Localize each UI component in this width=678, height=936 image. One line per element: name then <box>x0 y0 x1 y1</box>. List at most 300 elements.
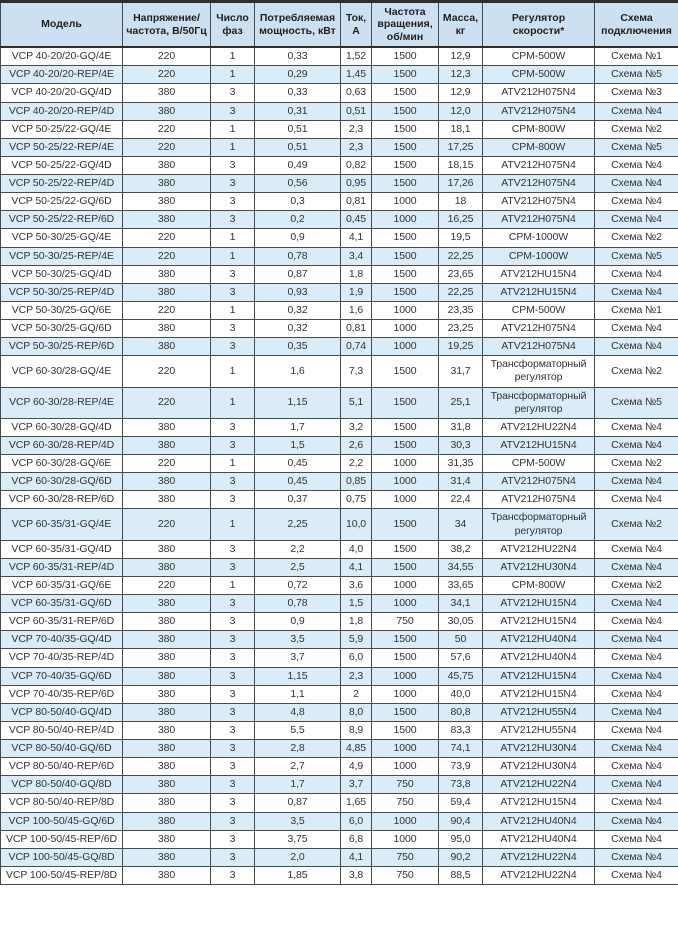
table-cell: VCP 50-30/25-GQ/4D <box>1 265 123 283</box>
table-cell: 3,4 <box>341 247 372 265</box>
table-cell: 12,9 <box>439 47 483 66</box>
table-cell: 750 <box>372 866 439 884</box>
table-cell: 380 <box>123 211 211 229</box>
table-row <box>1 84 678 102</box>
table-cell: ATV212HU15N4 <box>483 595 595 613</box>
table-row <box>1 631 678 649</box>
table-cell: VCP 100-50/45-GQ/8D <box>1 848 123 866</box>
table-row <box>1 776 678 794</box>
table-cell: CPM-800W <box>483 576 595 594</box>
table-cell: 0,45 <box>255 455 341 473</box>
table-cell: 0,63 <box>341 84 372 102</box>
table-cell: CPM-500W <box>483 301 595 319</box>
table-cell: 0,81 <box>341 193 372 211</box>
table-cell: 10,0 <box>341 509 372 540</box>
table-cell: VCP 80-50/40-REP/4D <box>1 721 123 739</box>
table-cell: 2,25 <box>255 509 341 540</box>
table-cell: ATV212H075N4 <box>483 491 595 509</box>
table-cell: 3 <box>211 193 255 211</box>
table-cell: VCP 50-25/22-GQ/4D <box>1 156 123 174</box>
table-cell: 1,8 <box>341 265 372 283</box>
table-cell: 3 <box>211 436 255 454</box>
table-cell: 1500 <box>372 66 439 84</box>
table-row <box>1 175 678 193</box>
table-cell: 1 <box>211 356 255 387</box>
table-cell: 5,9 <box>341 631 372 649</box>
table-cell: Схема №4 <box>595 436 678 454</box>
table-row <box>1 649 678 667</box>
table-cell: 23,65 <box>439 265 483 283</box>
table-cell: 3,2 <box>341 418 372 436</box>
table-cell: 0,93 <box>255 283 341 301</box>
table-cell: 83,3 <box>439 721 483 739</box>
table-cell: VCP 50-30/25-GQ/6E <box>1 301 123 319</box>
table-cell: 22,25 <box>439 283 483 301</box>
table-cell: 1,45 <box>341 66 372 84</box>
table-cell: VCP 50-30/25-GQ/6D <box>1 320 123 338</box>
table-row <box>1 102 678 120</box>
table-cell: Схема №1 <box>595 47 678 66</box>
table-row <box>1 595 678 613</box>
table-cell: 2,8 <box>255 740 341 758</box>
table-cell: ATV212HU22N4 <box>483 866 595 884</box>
table-cell: 1,6 <box>341 301 372 319</box>
table-cell: 220 <box>123 455 211 473</box>
table-cell: ATV212HU22N4 <box>483 776 595 794</box>
table-cell: 57,6 <box>439 649 483 667</box>
table-cell: VCP 80-50/40-REP/6D <box>1 758 123 776</box>
table-cell: 30,3 <box>439 436 483 454</box>
table-cell: 25,1 <box>439 387 483 418</box>
table-cell: 4,0 <box>341 540 372 558</box>
table-cell: VCP 60-35/31-GQ/4E <box>1 509 123 540</box>
table-cell: ATV212H075N4 <box>483 320 595 338</box>
table-cell: Схема №5 <box>595 66 678 84</box>
table-cell: VCP 80-50/40-REP/8D <box>1 794 123 812</box>
table-cell: 73,9 <box>439 758 483 776</box>
table-cell: 1000 <box>372 211 439 229</box>
table-cell: ATV212HU15N4 <box>483 283 595 301</box>
table-cell: 1 <box>211 455 255 473</box>
table-cell: VCP 60-30/28-GQ/4D <box>1 418 123 436</box>
table-cell: 1000 <box>372 812 439 830</box>
table-cell: 3,5 <box>255 812 341 830</box>
table-cell: 1500 <box>372 418 439 436</box>
table-cell: Схема №4 <box>595 631 678 649</box>
table-cell: ATV212H075N4 <box>483 193 595 211</box>
table-cell: 3 <box>211 667 255 685</box>
table-cell: 1000 <box>372 595 439 613</box>
column-header-5: Частота вращения, об/мин <box>372 2 439 48</box>
table-cell: 0,78 <box>255 247 341 265</box>
table-cell: 4,1 <box>341 848 372 866</box>
table-cell: 0,32 <box>255 320 341 338</box>
table-cell: 2,2 <box>341 455 372 473</box>
table-cell: 380 <box>123 84 211 102</box>
table-cell: 1500 <box>372 283 439 301</box>
table-cell: 1500 <box>372 102 439 120</box>
table-row <box>1 685 678 703</box>
table-cell: 0,45 <box>255 473 341 491</box>
table-cell: 3 <box>211 794 255 812</box>
table-cell: Схема №4 <box>595 211 678 229</box>
table-cell: 1500 <box>372 649 439 667</box>
table-cell: 3 <box>211 156 255 174</box>
table-cell: 3 <box>211 758 255 776</box>
table-cell: 31,7 <box>439 356 483 387</box>
table-cell: ATV212HU15N4 <box>483 436 595 454</box>
table-cell: 220 <box>123 576 211 594</box>
table-cell: VCP 50-30/25-REP/4D <box>1 283 123 301</box>
table-cell: 31,4 <box>439 473 483 491</box>
table-cell: 1000 <box>372 685 439 703</box>
table-cell: 2 <box>341 685 372 703</box>
table-cell: 1500 <box>372 156 439 174</box>
table-cell: VCP 60-30/28-REP/6D <box>1 491 123 509</box>
table-cell: 380 <box>123 338 211 356</box>
table-cell: 380 <box>123 721 211 739</box>
table-cell: 0,74 <box>341 338 372 356</box>
table-row <box>1 794 678 812</box>
table-cell: 22,25 <box>439 247 483 265</box>
table-cell: 380 <box>123 102 211 120</box>
table-cell: Схема №1 <box>595 301 678 319</box>
table-row <box>1 387 678 418</box>
table-cell: 1,65 <box>341 794 372 812</box>
table-cell: VCP 50-25/22-GQ/4E <box>1 120 123 138</box>
table-cell: Схема №4 <box>595 175 678 193</box>
table-cell: 1000 <box>372 473 439 491</box>
table-cell: 3 <box>211 848 255 866</box>
table-cell: Схема №4 <box>595 848 678 866</box>
table-cell: 3 <box>211 283 255 301</box>
column-header-8: Схема подключения <box>595 2 678 48</box>
table-cell: VCP 80-50/40-GQ/8D <box>1 776 123 794</box>
table-cell: 380 <box>123 265 211 283</box>
table-cell: 6,8 <box>341 830 372 848</box>
table-cell: 1000 <box>372 667 439 685</box>
table-cell: CPM-800W <box>483 138 595 156</box>
table-cell: Схема №4 <box>595 649 678 667</box>
table-cell: Схема №2 <box>595 576 678 594</box>
table-cell: 2,2 <box>255 540 341 558</box>
table-cell: 380 <box>123 320 211 338</box>
table-row <box>1 265 678 283</box>
table-cell: 73,8 <box>439 776 483 794</box>
table-cell: 3 <box>211 649 255 667</box>
table-cell: 0,87 <box>255 794 341 812</box>
table-cell: 3 <box>211 740 255 758</box>
table-cell: Схема №4 <box>595 830 678 848</box>
table-cell: 1000 <box>372 455 439 473</box>
table-cell: 750 <box>372 848 439 866</box>
table-cell: 2,5 <box>255 558 341 576</box>
table-cell: 23,35 <box>439 301 483 319</box>
table-cell: Схема №2 <box>595 509 678 540</box>
table-cell: 1500 <box>372 540 439 558</box>
table-cell: 380 <box>123 473 211 491</box>
table-cell: 1500 <box>372 721 439 739</box>
table-cell: 380 <box>123 703 211 721</box>
table-cell: ATV212HU22N4 <box>483 418 595 436</box>
table-row <box>1 558 678 576</box>
table-cell: 45,75 <box>439 667 483 685</box>
table-cell: VCP 80-50/40-GQ/4D <box>1 703 123 721</box>
table-cell: 220 <box>123 387 211 418</box>
table-cell: VCP 80-50/40-GQ/6D <box>1 740 123 758</box>
table-cell: 3 <box>211 812 255 830</box>
table-row <box>1 193 678 211</box>
table-row <box>1 540 678 558</box>
table-cell: VCP 70-40/35-REP/6D <box>1 685 123 703</box>
table-row <box>1 455 678 473</box>
table-cell: VCP 60-30/28-GQ/4E <box>1 356 123 387</box>
table-cell: 220 <box>123 66 211 84</box>
table-cell: 380 <box>123 740 211 758</box>
table-cell: 1 <box>211 138 255 156</box>
table-cell: 3,7 <box>341 776 372 794</box>
table-cell: 80,8 <box>439 703 483 721</box>
column-header-0: Модель <box>1 2 123 48</box>
table-cell: 4,1 <box>341 558 372 576</box>
table-cell: 16,25 <box>439 211 483 229</box>
table-row <box>1 848 678 866</box>
table-cell: 3 <box>211 631 255 649</box>
table-cell: VCP 70-40/35-GQ/6D <box>1 667 123 685</box>
table-row <box>1 211 678 229</box>
table-cell: 3 <box>211 540 255 558</box>
table-cell: Схема №3 <box>595 84 678 102</box>
table-cell: 380 <box>123 540 211 558</box>
table-cell: 1500 <box>372 436 439 454</box>
table-cell: ATV212HU40N4 <box>483 812 595 830</box>
table-cell: 750 <box>372 613 439 631</box>
table-cell: 2,6 <box>341 436 372 454</box>
table-cell: 0,32 <box>255 301 341 319</box>
table-cell: 0,45 <box>341 211 372 229</box>
table-cell: 6,0 <box>341 812 372 830</box>
table-cell: 380 <box>123 830 211 848</box>
table-cell: 3 <box>211 491 255 509</box>
table-cell: ATV212H075N4 <box>483 84 595 102</box>
table-cell: VCP 50-25/22-GQ/6D <box>1 193 123 211</box>
table-cell: 0,82 <box>341 156 372 174</box>
table-cell: 0,51 <box>255 120 341 138</box>
table-cell: Схема №4 <box>595 418 678 436</box>
table-cell: 1 <box>211 247 255 265</box>
table-cell: CPM-1000W <box>483 229 595 247</box>
table-cell: 3 <box>211 558 255 576</box>
table-cell: 380 <box>123 848 211 866</box>
table-cell: CPM-500W <box>483 47 595 66</box>
table-cell: 380 <box>123 156 211 174</box>
table-cell: 1,85 <box>255 866 341 884</box>
table-cell: 30,05 <box>439 613 483 631</box>
table-cell: VCP 60-35/31-REP/4D <box>1 558 123 576</box>
table-cell: 380 <box>123 812 211 830</box>
table-row <box>1 473 678 491</box>
column-header-4: Ток, А <box>341 2 372 48</box>
table-cell: 1,1 <box>255 685 341 703</box>
table-cell: Схема №5 <box>595 138 678 156</box>
table-cell: 1000 <box>372 740 439 758</box>
table-cell: VCP 100-50/45-REP/6D <box>1 830 123 848</box>
table-cell: 50 <box>439 631 483 649</box>
table-cell: 2,3 <box>341 667 372 685</box>
header-row <box>1 2 678 48</box>
table-cell: 3,5 <box>255 631 341 649</box>
table-cell: VCP 60-35/31-GQ/6D <box>1 595 123 613</box>
table-cell: 220 <box>123 247 211 265</box>
table-cell: 17,25 <box>439 138 483 156</box>
table-row <box>1 120 678 138</box>
table-cell: Схема №4 <box>595 320 678 338</box>
table-cell: 1,5 <box>255 436 341 454</box>
table-cell: 88,5 <box>439 866 483 884</box>
table-cell: 1500 <box>372 247 439 265</box>
table-cell: ATV212HU30N4 <box>483 558 595 576</box>
table-cell: 380 <box>123 758 211 776</box>
table-row <box>1 156 678 174</box>
table-cell: 0,51 <box>255 138 341 156</box>
table-cell: CPM-1000W <box>483 247 595 265</box>
table-cell: Схема №4 <box>595 102 678 120</box>
table-cell: Схема №5 <box>595 387 678 418</box>
table-cell: 18,1 <box>439 120 483 138</box>
table-cell: 1 <box>211 301 255 319</box>
table-cell: 1,7 <box>255 776 341 794</box>
table-row <box>1 418 678 436</box>
table-cell: 3 <box>211 211 255 229</box>
table-cell: Схема №4 <box>595 473 678 491</box>
table-body <box>1 47 678 884</box>
table-cell: VCP 50-25/22-REP/6D <box>1 211 123 229</box>
table-cell: VCP 60-30/28-REP/4E <box>1 387 123 418</box>
table-cell: 3 <box>211 418 255 436</box>
table-cell: 3 <box>211 703 255 721</box>
table-cell: 19,25 <box>439 338 483 356</box>
column-header-2: Число фаз <box>211 2 255 48</box>
table-cell: Схема №2 <box>595 455 678 473</box>
table-cell: 380 <box>123 436 211 454</box>
table-cell: Схема №4 <box>595 667 678 685</box>
table-cell: 4,8 <box>255 703 341 721</box>
table-cell: ATV212H075N4 <box>483 338 595 356</box>
table-cell: 0,35 <box>255 338 341 356</box>
table-cell: 1500 <box>372 120 439 138</box>
table-cell: Схема №4 <box>595 265 678 283</box>
table-cell: VCP 40-20/20-GQ/4E <box>1 47 123 66</box>
table-cell: ATV212H075N4 <box>483 102 595 120</box>
table-row <box>1 66 678 84</box>
table-row <box>1 740 678 758</box>
table-cell: Схема №4 <box>595 703 678 721</box>
table-cell: 4,9 <box>341 758 372 776</box>
table-row <box>1 301 678 319</box>
table-cell: ATV212HU15N4 <box>483 685 595 703</box>
table-cell: 380 <box>123 794 211 812</box>
table-cell: 8,0 <box>341 703 372 721</box>
table-cell: ATV212HU40N4 <box>483 649 595 667</box>
table-cell: 1 <box>211 66 255 84</box>
table-cell: VCP 40-20/20-REP/4E <box>1 66 123 84</box>
table-cell: VCP 50-30/25-REP/4E <box>1 247 123 265</box>
table-cell: ATV212HU30N4 <box>483 758 595 776</box>
table-cell: 1500 <box>372 175 439 193</box>
table-cell: 1,9 <box>341 283 372 301</box>
table-cell: ATV212HU40N4 <box>483 830 595 848</box>
table-cell: 1000 <box>372 338 439 356</box>
table-row <box>1 283 678 301</box>
table-cell: 380 <box>123 283 211 301</box>
table-cell: 5,1 <box>341 387 372 418</box>
table-row <box>1 229 678 247</box>
table-cell: 380 <box>123 595 211 613</box>
table-cell: 5,5 <box>255 721 341 739</box>
table-cell: 0,29 <box>255 66 341 84</box>
table-cell: ATV212HU55N4 <box>483 703 595 721</box>
table-cell: 2,0 <box>255 848 341 866</box>
table-cell: 380 <box>123 418 211 436</box>
table-cell: VCP 100-50/45-GQ/6D <box>1 812 123 830</box>
table-cell: 3 <box>211 613 255 631</box>
column-header-6: Масса, кг <box>439 2 483 48</box>
table-cell: 4,1 <box>341 229 372 247</box>
table-cell: Трансформаторный регулятор <box>483 509 595 540</box>
table-cell: ATV212HU15N4 <box>483 794 595 812</box>
table-cell: VCP 60-35/31-REP/6D <box>1 613 123 631</box>
table-cell: 380 <box>123 175 211 193</box>
table-cell: 1,5 <box>341 595 372 613</box>
table-cell: 1 <box>211 120 255 138</box>
table-cell: 0,37 <box>255 491 341 509</box>
table-cell: ATV212HU22N4 <box>483 540 595 558</box>
table-row <box>1 613 678 631</box>
table-row <box>1 866 678 884</box>
column-header-7: Регулятор скорости* <box>483 2 595 48</box>
table-cell: 1,15 <box>255 667 341 685</box>
table-cell: Схема №4 <box>595 794 678 812</box>
table-cell: 12,0 <box>439 102 483 120</box>
table-cell: Схема №4 <box>595 193 678 211</box>
table-cell: 23,25 <box>439 320 483 338</box>
table-cell: 2,3 <box>341 120 372 138</box>
table-cell: 31,35 <box>439 455 483 473</box>
table-cell: 19,5 <box>439 229 483 247</box>
table-cell: CPM-500W <box>483 455 595 473</box>
table-cell: 3 <box>211 84 255 102</box>
table-cell: 3 <box>211 320 255 338</box>
table-cell: 3,7 <box>255 649 341 667</box>
table-row <box>1 576 678 594</box>
table-cell: 3 <box>211 595 255 613</box>
table-cell: 1,15 <box>255 387 341 418</box>
table-row <box>1 491 678 509</box>
table-row <box>1 138 678 156</box>
table-cell: 220 <box>123 120 211 138</box>
table-cell: ATV212H075N4 <box>483 473 595 491</box>
table-cell: 3 <box>211 102 255 120</box>
table-cell: 90,2 <box>439 848 483 866</box>
table-row <box>1 436 678 454</box>
table-cell: 4,85 <box>341 740 372 758</box>
table-cell: 7,3 <box>341 356 372 387</box>
table-cell: 750 <box>372 776 439 794</box>
table-cell: ATV212HU22N4 <box>483 848 595 866</box>
table-cell: Схема №4 <box>595 540 678 558</box>
table-cell: VCP 60-35/31-GQ/6E <box>1 576 123 594</box>
table-cell: 2,7 <box>255 758 341 776</box>
